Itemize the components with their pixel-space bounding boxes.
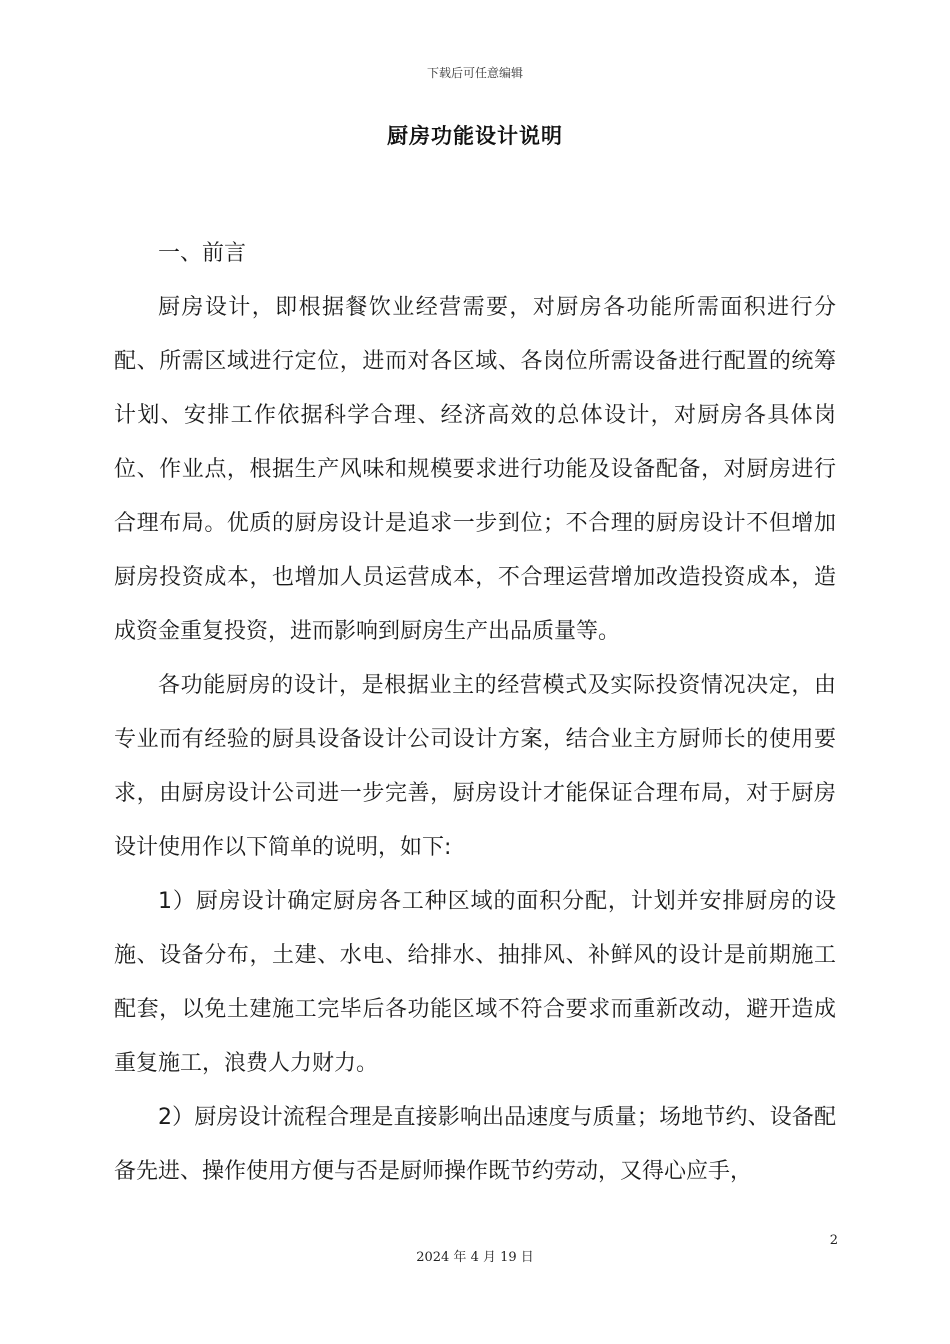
header-note: 下载后可任意编辑 [426, 66, 523, 80]
body-paragraph: 厨房设计，即根据餐饮业经营需要，对厨房各功能所需面积进行分配、所需区域进行定位，进而对各区域、各岗位所需设备进行配置的统筹计划、安排工作依据科学合理、经济高效的总体设计，对厨房各具体岗位、作业点，根据生产风味和规模要求进行功能及设备配备，对厨房进行合理布局。优质的厨房设计是追求一步到位；不合理的厨房设计不但增加厨房投资成本，也增加人员运营成本，不合理运营增加改造投资成本，造成资金重复投资，进而影响到厨房生产出品质量等。 [114, 295, 836, 644]
body-paragraph: 各功能厨房的设计，是根据业主的经营模式及实际投资情况决定，由专业而有经验的厨具设备设计公司设计方案，结合业主方厨师长的使用要求，由厨房设计公司进一步完善，厨房设计才能保证合理布局，对于厨房设计使用作以下简单的说明，如下: [114, 673, 836, 860]
document-title: 厨房功能设计说明 [387, 124, 563, 148]
section-heading: 一、前言 [158, 241, 247, 266]
document-body [114, 227, 836, 1199]
footer-date: 2024 年 4 月 19 日 [416, 1250, 534, 1265]
page-number: 2 [829, 1233, 838, 1248]
list-item: 2）厨房设计流程合理是直接影响出品速度与质量；场地节约、设备配备先进、操作使用方便与否是厨师操作既节约劳动，又得心应手， [114, 1105, 836, 1184]
list-item: 1）厨房设计确定厨房各工种区域的面积分配，计划并安排厨房的设施、设备分布，土建、水电、给排水、抽排风、补鲜风的设计是前期施工配套，以免土建施工完毕后各功能区域不符合要求而重新改动，避开造成重复施工，浪费人力财力。 [114, 889, 836, 1076]
